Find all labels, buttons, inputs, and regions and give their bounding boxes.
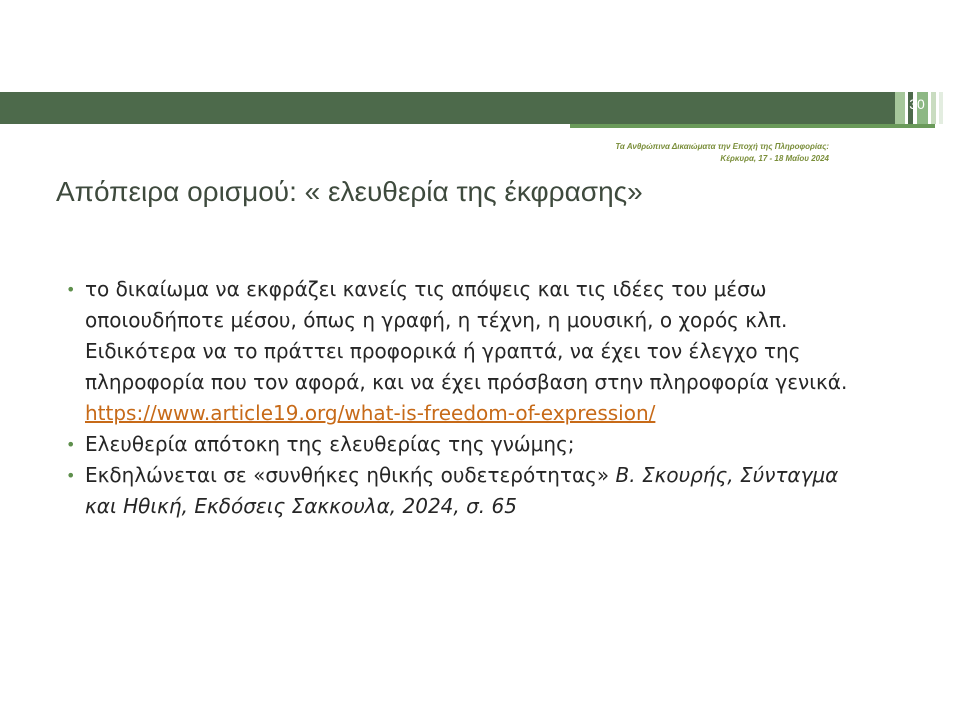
bullet-3-citation: Β. Σκουρής, Σύνταγμα και Ηθική, Εκδόσεις Σακκουλα, 2024, σ. 65: [85, 463, 839, 518]
header-underline: [570, 124, 935, 128]
header-band: [0, 92, 960, 124]
header-note-line1: Τα Ανθρώπινα Δικαιώματα την Εποχή της Πληροφορίας:: [615, 142, 829, 151]
bullet-icon: •: [66, 280, 76, 299]
bullet-2-text: Ελευθερία απότοκη της ελευθερίας της γνώμης;: [85, 432, 575, 456]
header-band-dark: [0, 92, 895, 124]
slide-number: 30: [909, 96, 925, 112]
header-note: [615, 141, 829, 165]
bullet-item-3: [66, 460, 866, 522]
header-note-line2: Κέρκυρα, 17 - 18 Μαΐου 2024: [720, 154, 829, 163]
bullet-3-text: Εκδηλώνεται σε «συνθήκες ηθικής ουδετερότητας»: [85, 463, 616, 487]
bullet-1-text: το δικαίωμα να εκφράζει κανείς τις απόψεις και τις ιδέες του μέσω οποιουδήποτε μέσου, όπως η γραφή, η τέχνη, η μουσική, ο χορός κλπ. Ειδικότερα να το πράττει προφορικά ή γραπτά, να έχει τον έλεγχο της πληροφορία που τον αφορά, και να έχει πρόσβαση στην πληροφορία γενικά.: [85, 277, 848, 394]
bullet-list: [66, 274, 866, 522]
bullet-icon: •: [66, 466, 76, 485]
header-band-accent-5: [939, 92, 943, 124]
slide-title: Απόπειρα ορισμού: « ελευθερία της έκφρασης»: [56, 176, 643, 207]
article19-link[interactable]: https://www.article19.org/what-is-freedom-of-expression/: [85, 401, 656, 425]
bullet-item-2: [66, 429, 866, 460]
bullet-icon: •: [66, 435, 76, 454]
bullet-item-1: [66, 274, 866, 429]
